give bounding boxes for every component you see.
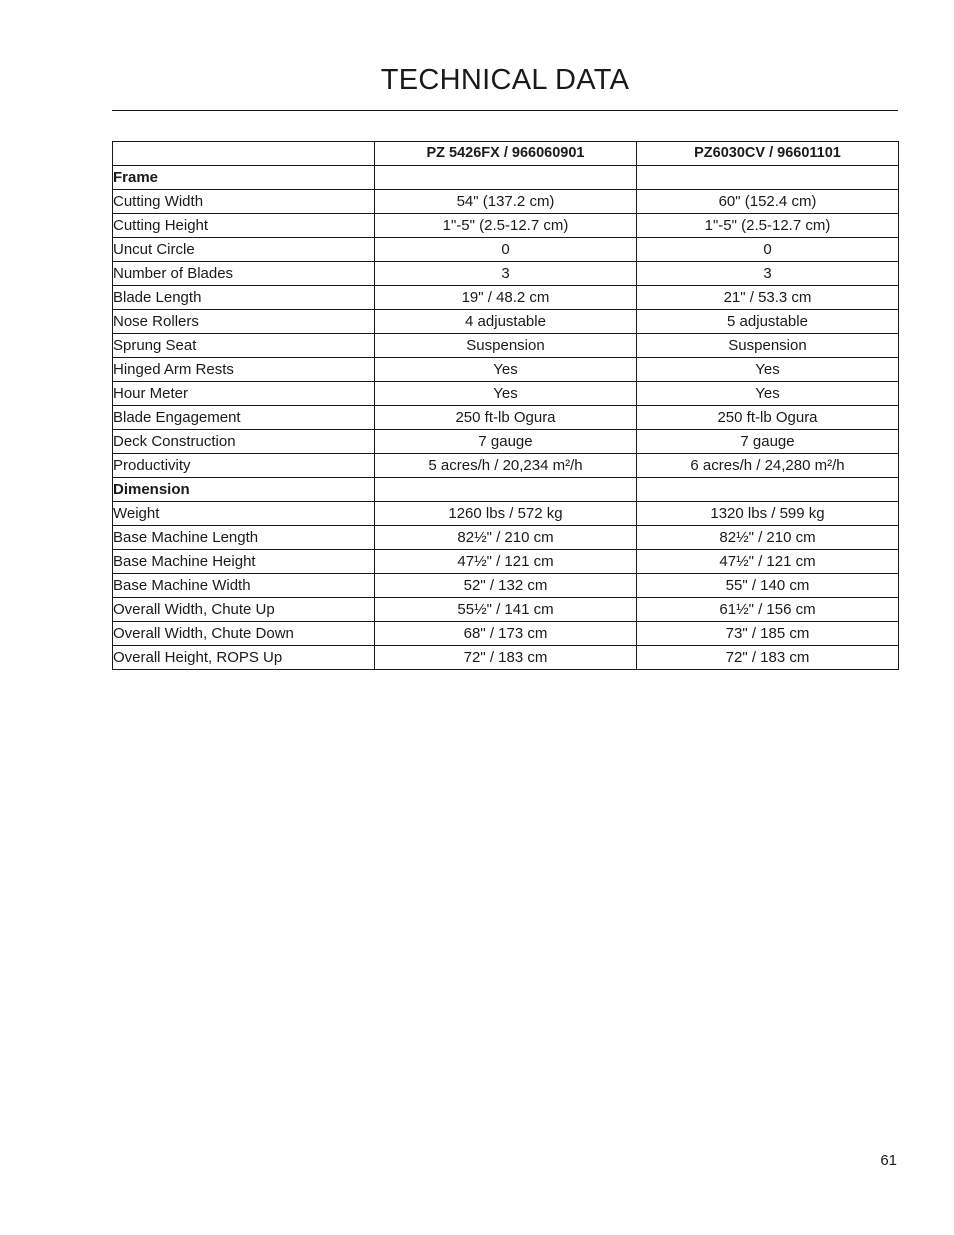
table-row bbox=[113, 526, 899, 550]
spec-value-pz5426fx: Yes bbox=[375, 358, 637, 382]
spec-label: Sprung Seat bbox=[113, 334, 375, 358]
spec-value-pz5426fx: 1"-5" (2.5-12.7 cm) bbox=[375, 214, 637, 238]
header-model-pz5426fx: PZ 5426FX / 966060901 bbox=[375, 142, 637, 166]
section-empty-cell bbox=[637, 166, 899, 190]
section-empty-cell bbox=[375, 166, 637, 190]
spec-value-pz6030cv: 5 adjustable bbox=[637, 310, 899, 334]
table-row bbox=[113, 502, 899, 526]
spec-value-pz6030cv: 82½" / 210 cm bbox=[637, 526, 899, 550]
spec-value-pz6030cv: 0 bbox=[637, 238, 899, 262]
spec-value-pz6030cv: 1"-5" (2.5-12.7 cm) bbox=[637, 214, 899, 238]
page-number: 61 bbox=[880, 1152, 897, 1169]
spec-label: Base Machine Width bbox=[113, 574, 375, 598]
spec-label: Number of Blades bbox=[113, 262, 375, 286]
spec-label: Nose Rollers bbox=[113, 310, 375, 334]
spec-value-pz5426fx: 82½" / 210 cm bbox=[375, 526, 637, 550]
table-row bbox=[113, 430, 899, 454]
table-row bbox=[113, 286, 899, 310]
spec-value-pz6030cv: 6 acres/h / 24,280 m²/h bbox=[637, 454, 899, 478]
spec-value-pz5426fx: 4 adjustable bbox=[375, 310, 637, 334]
spec-value-pz6030cv: 60" (152.4 cm) bbox=[637, 190, 899, 214]
spec-value-pz6030cv: 7 gauge bbox=[637, 430, 899, 454]
section-label: Frame bbox=[113, 166, 375, 190]
spec-label: Cutting Width bbox=[113, 190, 375, 214]
table-row bbox=[113, 310, 899, 334]
spec-value-pz6030cv: Yes bbox=[637, 358, 899, 382]
spec-label: Overall Width, Chute Down bbox=[113, 622, 375, 646]
spec-label: Base Machine Length bbox=[113, 526, 375, 550]
title-divider bbox=[112, 110, 898, 111]
spec-label: Uncut Circle bbox=[113, 238, 375, 262]
table-row bbox=[113, 646, 899, 670]
spec-value-pz5426fx: 55½" / 141 cm bbox=[375, 598, 637, 622]
table-row bbox=[113, 382, 899, 406]
spec-label: Hour Meter bbox=[113, 382, 375, 406]
table-row bbox=[113, 190, 899, 214]
technical-data-table bbox=[112, 141, 899, 670]
spec-value-pz6030cv: 1320 lbs / 599 kg bbox=[637, 502, 899, 526]
spec-value-pz5426fx: 7 gauge bbox=[375, 430, 637, 454]
spec-value-pz5426fx: 3 bbox=[375, 262, 637, 286]
spec-value-pz6030cv: 73" / 185 cm bbox=[637, 622, 899, 646]
table-row bbox=[113, 214, 899, 238]
table-row bbox=[113, 622, 899, 646]
spec-label: Overall Width, Chute Up bbox=[113, 598, 375, 622]
spec-value-pz5426fx: 47½" / 121 cm bbox=[375, 550, 637, 574]
spec-value-pz5426fx: 5 acres/h / 20,234 m²/h bbox=[375, 454, 637, 478]
section-empty-cell bbox=[637, 478, 899, 502]
section-empty-cell bbox=[375, 478, 637, 502]
spec-label: Blade Engagement bbox=[113, 406, 375, 430]
section-label: Dimension bbox=[113, 478, 375, 502]
spec-value-pz6030cv: 72" / 183 cm bbox=[637, 646, 899, 670]
spec-value-pz5426fx: 0 bbox=[375, 238, 637, 262]
table-row bbox=[113, 406, 899, 430]
spec-value-pz6030cv: 3 bbox=[637, 262, 899, 286]
spec-value-pz6030cv: 250 ft-lb Ogura bbox=[637, 406, 899, 430]
spec-value-pz5426fx: Yes bbox=[375, 382, 637, 406]
table-row bbox=[113, 334, 899, 358]
table-row bbox=[113, 598, 899, 622]
table-body bbox=[113, 166, 899, 670]
spec-label: Hinged Arm Rests bbox=[113, 358, 375, 382]
table-header-row bbox=[113, 142, 899, 166]
spec-value-pz5426fx: 68" / 173 cm bbox=[375, 622, 637, 646]
spec-value-pz5426fx: 1260 lbs / 572 kg bbox=[375, 502, 637, 526]
spec-label: Productivity bbox=[113, 454, 375, 478]
table-row bbox=[113, 238, 899, 262]
header-model-pz6030cv: PZ6030CV / 96601101 bbox=[637, 142, 899, 166]
spec-value-pz6030cv: 61½" / 156 cm bbox=[637, 598, 899, 622]
section-row bbox=[113, 478, 899, 502]
spec-value-pz6030cv: 55" / 140 cm bbox=[637, 574, 899, 598]
spec-value-pz5426fx: 19" / 48.2 cm bbox=[375, 286, 637, 310]
table-row bbox=[113, 574, 899, 598]
spec-value-pz6030cv: 47½" / 121 cm bbox=[637, 550, 899, 574]
spec-label: Weight bbox=[113, 502, 375, 526]
spec-label: Base Machine Height bbox=[113, 550, 375, 574]
section-row bbox=[113, 166, 899, 190]
header-empty bbox=[113, 142, 375, 166]
spec-value-pz5426fx: 72" / 183 cm bbox=[375, 646, 637, 670]
spec-value-pz5426fx: Suspension bbox=[375, 334, 637, 358]
table-row bbox=[113, 262, 899, 286]
spec-value-pz5426fx: 54" (137.2 cm) bbox=[375, 190, 637, 214]
spec-label: Deck Construction bbox=[113, 430, 375, 454]
spec-value-pz5426fx: 52" / 132 cm bbox=[375, 574, 637, 598]
spec-label: Cutting Height bbox=[113, 214, 375, 238]
table-row bbox=[113, 550, 899, 574]
spec-label: Overall Height, ROPS Up bbox=[113, 646, 375, 670]
table-row bbox=[113, 454, 899, 478]
page-title: TECHNICAL DATA bbox=[380, 64, 630, 96]
table-row bbox=[113, 358, 899, 382]
spec-value-pz6030cv: 21" / 53.3 cm bbox=[637, 286, 899, 310]
spec-label: Blade Length bbox=[113, 286, 375, 310]
spec-value-pz6030cv: Suspension bbox=[637, 334, 899, 358]
spec-value-pz5426fx: 250 ft-lb Ogura bbox=[375, 406, 637, 430]
spec-value-pz6030cv: Yes bbox=[637, 382, 899, 406]
